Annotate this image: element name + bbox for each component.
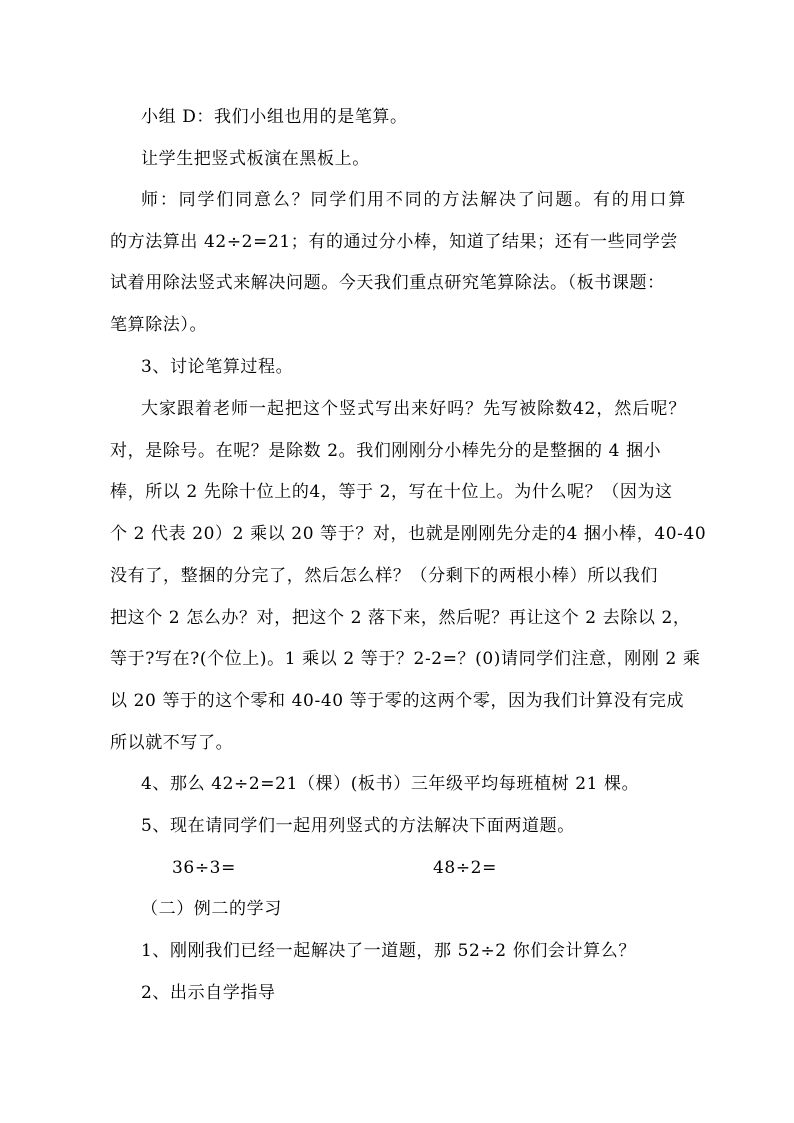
section2-step1: 1、刚刚我们已经一起解决了一道题，那 52÷2 你们会计算么？: [141, 941, 636, 961]
step3-line-2: 对，是除号。在呢？是除数 2。我们刚刚分小棒先分的是整捆的 4 捆小: [110, 441, 662, 461]
exercise-b: 48÷2=: [433, 858, 497, 878]
section2-heading: （二）例二的学习: [141, 899, 282, 919]
exercise-a: 36÷3=: [172, 858, 236, 878]
step3-heading: 3、讨论笔算过程。: [141, 357, 294, 377]
teacher-line-4: 笔算除法）。: [110, 315, 208, 335]
step3-line-5: 没有了，整捆的分完了，然后怎么样？（分剩下的两根小棒）所以我们: [110, 566, 658, 586]
step3-line-7: 等于?写在?(个位上)。1 乘以 2 等于？2-2=？(0)请同学们注意，刚刚 2 乘: [110, 649, 701, 669]
step4: 4、那么 42÷2=21（棵）(板书）三年级平均每班植树 21 棵。: [141, 774, 640, 794]
paragraph-group-d: 小组 D：我们小组也用的是笔算。: [141, 107, 408, 127]
section2-step2: 2、出示自学指导: [141, 983, 276, 1003]
step3-line-1: 大家跟着老师一起把这个竖式写出来好吗？先写被除数42，然后呢？: [141, 399, 686, 419]
teacher-line-2: 的方法算出 42÷2=21；有的通过分小棒，知道了结果；还有一些同学尝: [110, 232, 678, 252]
step5: 5、现在请同学们一起用列竖式的方法解决下面两道题。: [141, 816, 575, 836]
step3-line-6: 把这个 2 怎么办？对，把这个 2 落下来，然后呢？再让这个 2 去除以 2，: [110, 608, 691, 628]
step3-line-3: 棒，所以 2 先除十位上的4，等于 2，写在十位上。为什么呢？（因为这: [110, 482, 673, 502]
step3-line-4: 个 2 代表 20）2 乘以 20 等于？对，也就是刚刚先分走的4 捆小棒，40-40: [110, 524, 707, 544]
step3-line-9: 所以就不写了。: [110, 733, 234, 753]
teacher-line-1: 师：同学们同意么？同学们用不同的方法解决了问题。有的用口算: [141, 190, 686, 210]
paragraph-board: 让学生把竖式板演在黑板上。: [141, 149, 370, 169]
step3-line-8: 以 20 等于的这个零和 40-40 等于零的这两个零，因为我们计算没有完成: [110, 691, 685, 711]
teacher-line-3: 试着用除法竖式来解决问题。今天我们重点研究笔算除法。（板书课题：: [110, 273, 665, 293]
